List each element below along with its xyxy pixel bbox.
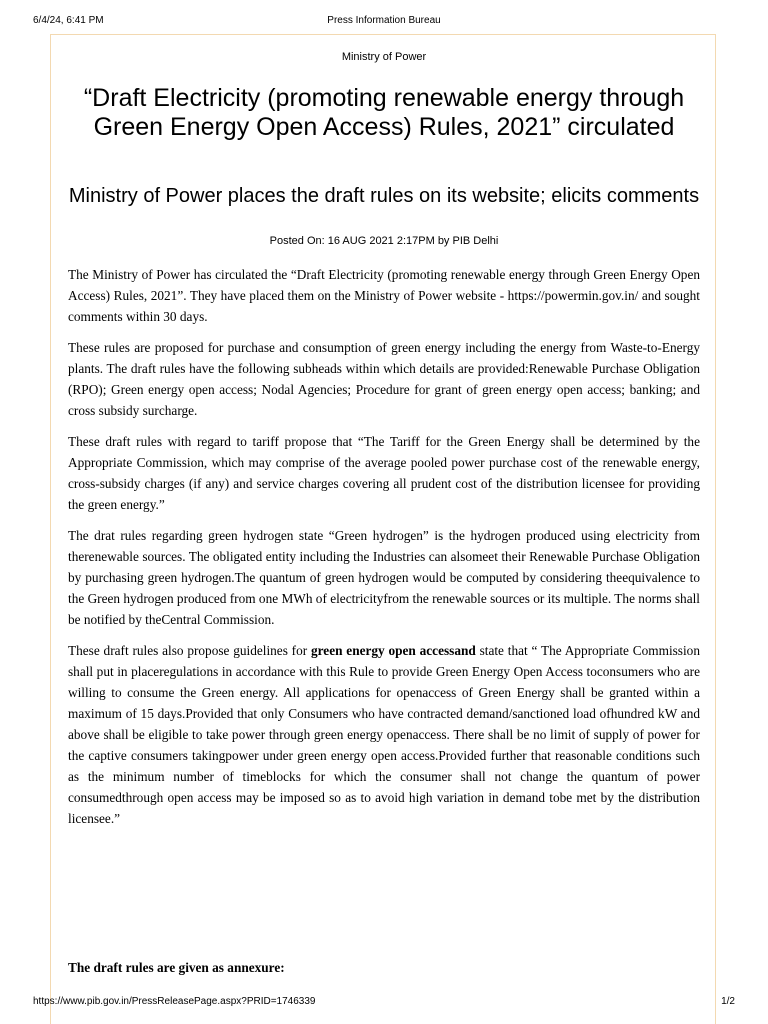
print-header — [33, 15, 735, 29]
release-title: “Draft Electricity (promoting renewable energy through Green Energy Open Access) Rules, 2021” circulated — [83, 84, 685, 141]
paragraph-1: The Ministry of Power has circulated the “Draft Electricity (promoting renewable energy through Green Energy Open Access) Rules, 2021”. They have placed them on the Ministry of Power website - https://powermin.gov.in/ and sought comments within 30 days. — [68, 267, 700, 324]
press-release — [68, 34, 700, 839]
page-number: 1/2 — [721, 996, 735, 1007]
posted-on: Posted On: 16 AUG 2021 2:17PM by PIB Delhi — [269, 235, 499, 247]
paragraph-3: These draft rules with regard to tariff propose that “The Tariff for the Green Energy shall be determined by the Appropriate Commission, which may comprise of the average pooled power purchase cost of the renewable energy, cross-subsidy charges (if any) and service charges covering all prudent cost of the distribution licensee for providing the green energy.” — [68, 434, 700, 512]
print-footer — [33, 996, 735, 1010]
paragraph-4: The drat rules regarding green hydrogen state “Green hydrogen” is the hydrogen produced using electricity from therenewable sources. The obligated entity including the Industries can alsomeet their Renewable Purchase Obligation by purchasing green hydrogen.The quantum of green hydrogen would be computed by considering theequivalence to the Green hydrogen produced from one MWh of electricityfrom the renewable sources or its multiple. The norms shall be notified by theCentral Commission. — [68, 528, 700, 627]
print-datetime: 6/4/24, 6:41 PM — [33, 15, 104, 26]
print-site-title: Press Information Bureau — [327, 15, 441, 26]
release-body — [68, 264, 700, 829]
page-url: https://www.pib.gov.in/PressReleasePage.aspx?PRID=1746339 — [33, 996, 316, 1007]
paragraph-5-rest: state that “ The Appropriate Commission shall put in placeregulations in accordance with this Rule to provide Green Energy Open Access toconsumers who are willing to consume the Green energy. All applications for openaccess of Green Energy shall be granted within a maximum of 15 days.Provided that only Consumers who have contracted demand/sanctioned load ofhundred kW and above shall be eligible to take power through green energy openaccess. There shall be no limit of supply of power for the captive consumers takingpower under green energy open access.Provided further that reasonable conditions such as the minimum number of timeblocks for which the consumer shall not change the quantum of power consumedthrough open access may be imposed so as to avoid high variation in demand tobe met by the distribution licensee.” — [68, 643, 700, 826]
annex-heading: The draft rules are given as annexure: — [68, 960, 285, 975]
paragraph-2: These rules are proposed for purchase and consumption of green energy including the energy from Waste-to-Energy plants. The draft rules have the following subheads within which details are provided:Renewable Purchase Obligation (RPO); Green energy open access; Nodal Agencies; Procedure for grant of green energy open access; banking; and cross subsidy surcharge. — [68, 340, 700, 418]
release-subtitle: Ministry of Power places the draft rules on its website; elicits comments — [68, 185, 700, 207]
ministry-label: Ministry of Power — [341, 51, 427, 63]
paragraph-5-bold: green energy open accessand — [310, 643, 476, 658]
paragraph-5 — [68, 640, 700, 829]
paragraph-5-lead: These draft rules also propose guidelines for — [68, 643, 311, 658]
